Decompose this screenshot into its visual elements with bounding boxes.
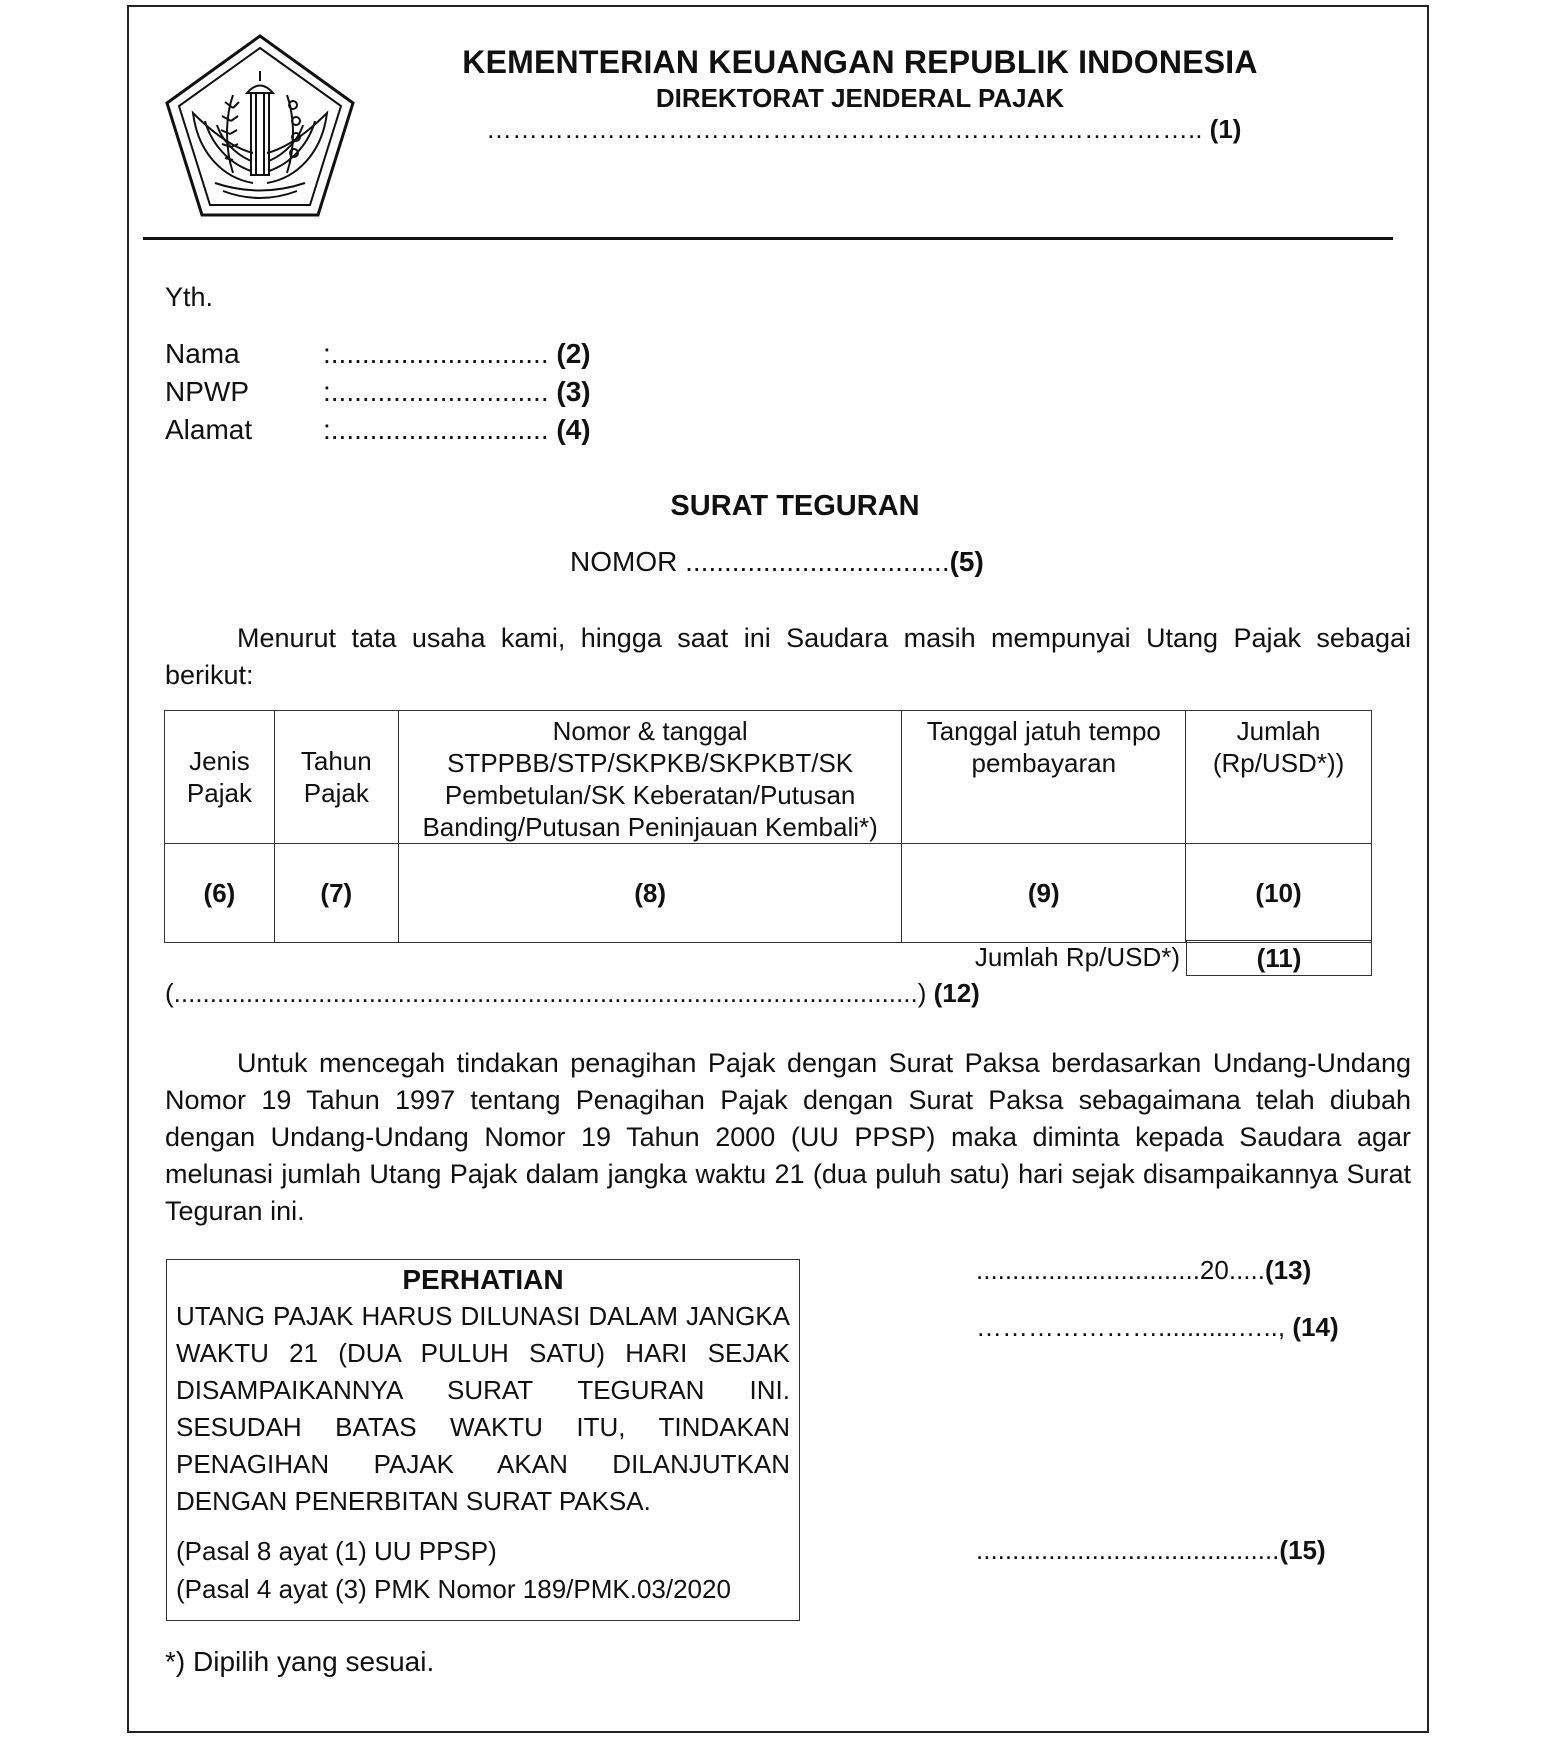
signature-date: ...............................20.....(13) xyxy=(976,1255,1312,1285)
header-jenis-pajak: Jenis Pajak xyxy=(165,711,275,844)
cell-nomor-tanggal: (8) xyxy=(398,844,902,943)
notice-title: PERHATIAN xyxy=(402,1264,564,1295)
cell-jenis-pajak: (6) xyxy=(165,844,275,943)
footnote: *) Dipilih yang sesuai. xyxy=(165,1646,435,1677)
body-paragraph: Untuk mencegah tindakan penagihan Pajak dengan Surat Paksa berdasarkan Undang-Undang Nomor 19 Tahun 1997 tentang Penagihan Pajak dengan Surat Paksa sebagaimana telah diubah dengan Undang-Undang Nomor 19 Tahun 2000 (UU PPSP) maka diminta kepada Saudara agar melunasi jumlah Utang Pajak dalam jangka waktu 21 (dua puluh satu) hari sejak disampaikannya Surat Teguran ini. xyxy=(165,1048,1411,1226)
signature-position: …………………...........….., (14) xyxy=(976,1312,1339,1342)
tax-debt-table xyxy=(164,710,1372,943)
amount-in-words: (.......................................................................................................) (12) xyxy=(165,978,980,1008)
header-tahun-pajak: Tahun Pajak xyxy=(274,711,398,844)
notice-box xyxy=(166,1259,800,1621)
cell-jatuh-tempo: (9) xyxy=(902,844,1186,943)
header-jumlah: Jumlah (Rp/USD*)) xyxy=(1186,711,1372,844)
table-row xyxy=(165,844,1372,943)
cell-tahun-pajak: (7) xyxy=(274,844,398,943)
salutation: Yth. xyxy=(165,282,214,312)
header-nomor-tanggal: Nomor & tanggal STPPBB/STP/SKPKB/SKPKBT/SK Pembetulan/SK Keberatan/Putusan Banding/Putusan Peninjauan Kembali*) xyxy=(398,711,902,844)
ministry-of-finance-emblem-icon xyxy=(163,33,357,219)
field-nama: Nama :............................ (2) xyxy=(165,338,591,369)
signature-name: ..........................................(15) xyxy=(976,1535,1326,1565)
header-jatuh-tempo: Tanggal jatuh tempo pembayaran xyxy=(902,711,1186,844)
directorate-heading: DIREKTORAT JENDERAL PAJAK xyxy=(655,83,1065,113)
notice-ref-1: (Pasal 8 ayat (1) UU PPSP) xyxy=(176,1536,497,1566)
total-value: (11) xyxy=(1186,940,1372,976)
table-header-row xyxy=(165,711,1372,844)
ministry-heading: KEMENTERIAN KEUANGAN REPUBLIK INDONESIA xyxy=(462,44,1258,80)
header-divider xyxy=(143,237,1393,240)
notice-ref-2: (Pasal 4 ayat (3) PMK Nomor 189/PMK.03/2020 xyxy=(176,1574,731,1604)
field-alamat: Alamat :............................ (4) xyxy=(165,414,591,445)
document-number: NOMOR ..................................(5) xyxy=(570,546,984,577)
total-label: Jumlah Rp/USD*) xyxy=(974,942,1180,972)
document-title: SURAT TEGURAN xyxy=(670,490,920,522)
field-npwp: NPWP :............................ (3) xyxy=(165,376,591,407)
notice-text: UTANG PAJAK HARUS DILUNASI DALAM JANGKA WAKTU 21 (DUA PULUH SATU) HARI SEJAK DISAMPAIKANNYA SURAT TEGURAN INI. SESUDAH BATAS WAKTU ITU, TINDAKAN PENAGIHAN PAJAK AKAN DILANJUTKAN DENGAN PENERBITAN SURAT PAKSA. xyxy=(176,1301,790,1516)
intro-paragraph: Menurut tata usaha kami, hingga saat ini Saudara masih mempunyai Utang Pajak sebagai berikut: xyxy=(165,623,1411,690)
cell-jumlah: (10) xyxy=(1186,844,1372,943)
office-line: ……………………………………………………………………….. (1) xyxy=(486,114,1242,144)
